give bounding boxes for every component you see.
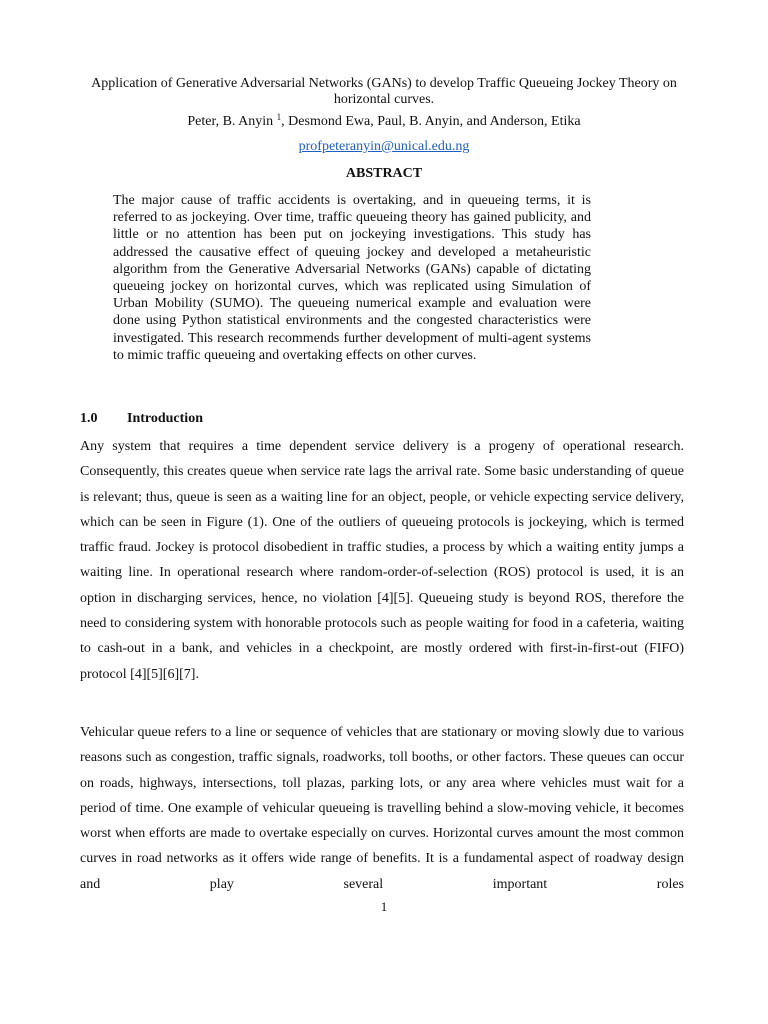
page-number: 1	[380, 899, 388, 914]
author-email-line	[80, 138, 688, 156]
author-affiliation-mark: 1	[276, 112, 282, 122]
intro-paragraph-2: Vehicular queue refers to a line or sequence of vehicles that are stationary or moving slowly due to various reasons such as congestion, traffic signals, roadworks, toll booths, or other factors. These queues can occur on roads, highways, intersections, toll plazas, parking lots, or any area where vehicles must wait for a period of time. One example of vehicular queueing is travelling behind a slow-moving vehicle, it becomes worst when efforts are made to overtake especially on curves. Horizontal curves amount the most common curves in road networks as it offers wide range of benefits. It is a fundamental aspect of roadway design and play several important roles	[80, 725, 684, 892]
author-email-link[interactable]: profpeteranyin@unical.edu.ng	[298, 139, 470, 154]
abstract-text: The major cause of traffic accidents is overtaking, and in queueing terms, it is referred to as jockeying. Over time, traffic queueing theory has gained publicity, and little or no attention has been put on jockeying investigations. This study has addressed the causative effect of queuing jockey and developed a metaheuristic algorithm from the Generative Adversarial Networks (GANs) capable of dictating queueing jockey on horizontal curves, which was replicated using Simulation of Urban Mobility (SUMO). The queueing numerical example and evaluation were done using Python statistical environments and the congested characteristics were investigated. This research recommends further development of multi-agent systems to mimic traffic queueing and overtaking effects on other curves.	[113, 193, 591, 363]
section-title: Introduction	[127, 411, 203, 426]
section-heading-introduction	[80, 410, 203, 428]
paper-title: Application of Generative Adversarial Networks (GANs) to develop Traffic Queueing Jockey Theory on horizontal curves.	[91, 76, 677, 107]
intro-paragraph-1: Any system that requires a time dependent service delivery is a progeny of operational research. Consequently, this creates queue when service rate lags the arrival rate. Some basic understanding of queue is relevant; thus, queue is seen as a waiting line for an object, people, or vehicle expecting service delivery, which can be seen in Figure (1). One of the outliers of queueing protocols is jockeying, which is termed traffic fraud. Jockey is protocol disobedient in traffic studies, a process by which a waiting entity jumps a waiting line. In operational research where random-order-of-selection (ROS) protocol is used, it is an option in discharging services, hence, no violation [4][5]. Queueing study is beyond ROS, therefore the need to considering system with honorable protocols such as people waiting for food in a cafeteria, waiting to cash-out in a bank, and vehicles in a checkpoint, are mostly ordered with first-in-first-out (FIFO) protocol [4][5][6][7].	[80, 439, 684, 682]
authors-rest: , Desmond Ewa, Paul, B. Anyin, and Anderson, Etika	[281, 114, 581, 129]
author-list	[80, 108, 688, 131]
authors-first: Peter, B. Anyin	[187, 114, 277, 129]
section-number: 1.0	[80, 411, 98, 426]
abstract-heading: ABSTRACT	[345, 166, 423, 181]
